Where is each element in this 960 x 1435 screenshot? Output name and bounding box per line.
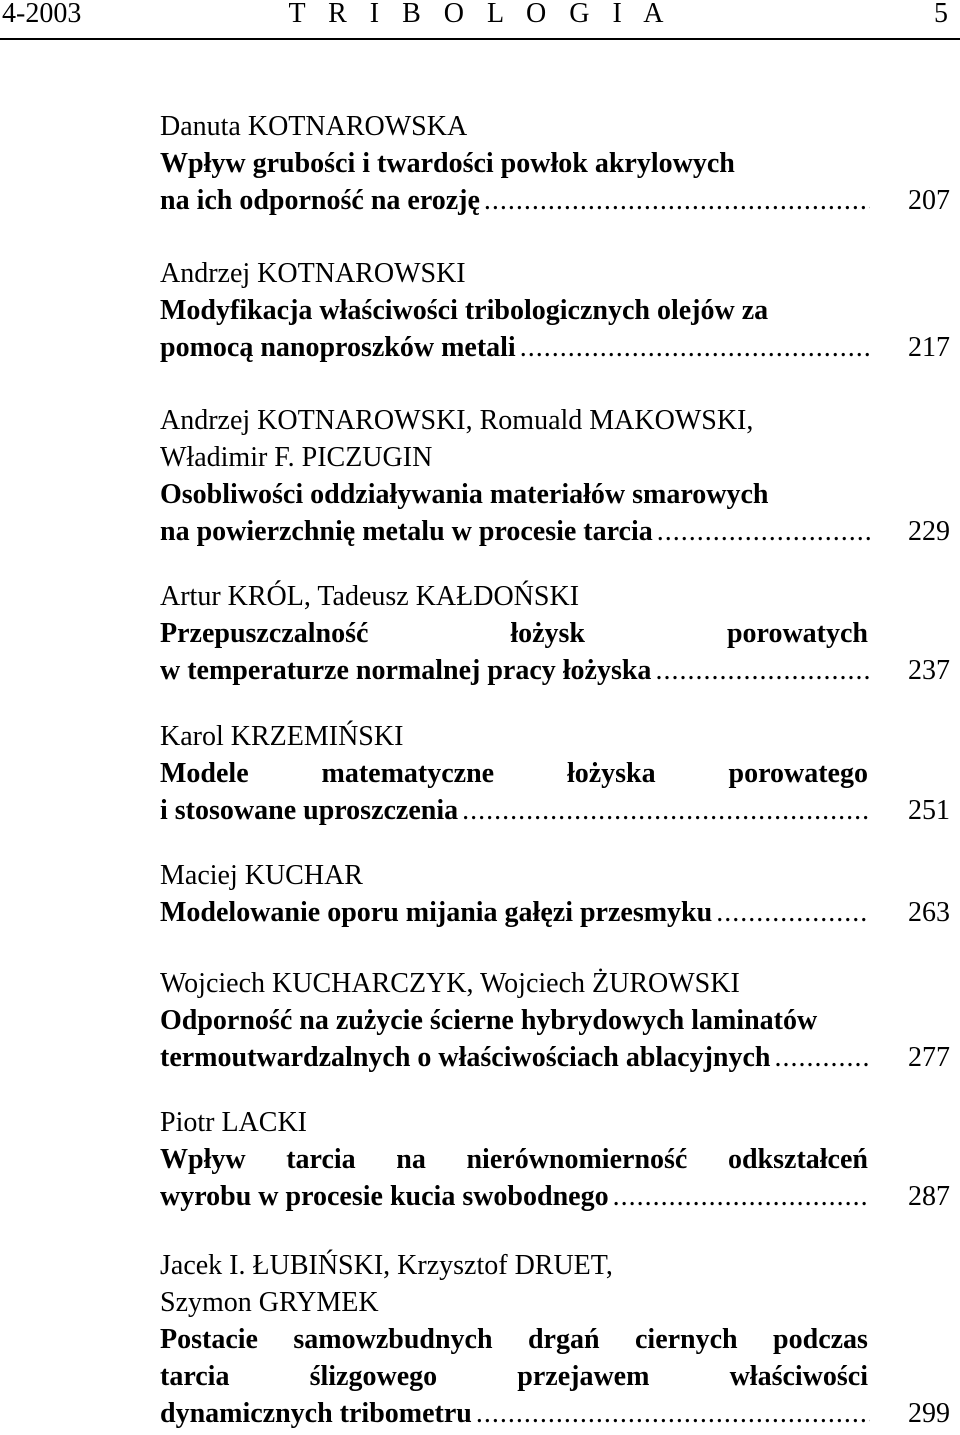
entry-title-line: Modelowanie oporu mijania gałęzi przesmyku — [160, 897, 713, 928]
dot-leader — [520, 329, 870, 366]
entry-final-line — [160, 329, 950, 366]
entry-page-number: 207 — [908, 185, 950, 216]
entry-title-line: w temperaturze normalnej pracy łożyska — [160, 655, 652, 686]
entry-authors: Artur KRÓL, Tadeusz KAŁDOŃSKI — [160, 581, 580, 612]
entry-title-line: na powierzchnię metalu w procesie tarcia — [160, 516, 653, 547]
toc-entry — [160, 255, 950, 366]
entry-title-line: na ich odporność na erozję — [160, 185, 480, 216]
entry-page-number: 287 — [908, 1181, 950, 1212]
entry-title-line: Modyfikacja właściwości tribologicznych olejów za — [160, 295, 769, 326]
entry-authors: Karol KRZEMIŃSKI — [160, 721, 404, 752]
entry-final-line — [160, 1039, 950, 1076]
toc-entry — [160, 1247, 950, 1432]
entry-authors: Piotr LACKI — [160, 1107, 307, 1138]
dot-leader — [657, 513, 870, 550]
entry-page-number: 263 — [908, 897, 950, 928]
page-number: 5 — [934, 0, 948, 29]
entry-authors: Władimir F. PICZUGIN — [160, 442, 433, 473]
entry-page-number: 229 — [908, 516, 950, 547]
entry-final-line — [160, 894, 950, 931]
entry-title-line: termoutwardzalnych o właściwościach ablacyjnych — [160, 1042, 771, 1073]
dot-leader — [462, 792, 870, 829]
toc-entry — [160, 857, 950, 931]
toc-entry — [160, 108, 950, 219]
toc-entry — [160, 965, 950, 1076]
entry-page-number: 277 — [908, 1042, 950, 1073]
entry-title-line: Modele matematyczne łożyska porowatego — [160, 758, 868, 789]
running-header — [0, 0, 960, 40]
issue-number: 4-2003 — [2, 0, 82, 29]
entry-page-number: 299 — [908, 1398, 950, 1429]
entry-title-line: pomocą nanoproszków metali — [160, 332, 516, 363]
toc-entry — [160, 718, 950, 829]
entry-page-number: 251 — [908, 795, 950, 826]
entry-title-line: Wpływ grubości i twardości powłok akrylowych — [160, 148, 735, 179]
dot-leader — [716, 894, 870, 931]
journal-title: T R I B O L O G I A — [288, 0, 672, 29]
dot-leader — [484, 182, 870, 219]
entry-title-line: Postacie samowzbudnych drgań ciernych podczas — [160, 1324, 868, 1355]
toc-entry — [160, 578, 950, 689]
entry-title-line: tarcia ślizgowego przejawem właściwości — [160, 1361, 868, 1392]
entry-authors: Maciej KUCHAR — [160, 860, 363, 891]
entry-page-number: 237 — [908, 655, 950, 686]
entry-title-line: dynamicznych tribometru — [160, 1398, 472, 1429]
dot-leader — [613, 1178, 870, 1215]
toc-entry — [160, 402, 950, 550]
entry-title-line: i stosowane uproszczenia — [160, 795, 459, 826]
entry-authors: Andrzej KOTNAROWSKI — [160, 258, 466, 289]
toc-entry — [160, 1104, 950, 1215]
entry-final-line — [160, 1178, 950, 1215]
entry-final-line — [160, 1395, 950, 1432]
entry-authors: Danuta KOTNAROWSKA — [160, 111, 468, 142]
entry-authors: Szymon GRYMEK — [160, 1287, 379, 1318]
entry-authors: Andrzej KOTNAROWSKI, Romuald MAKOWSKI, — [160, 405, 754, 436]
entry-authors: Wojciech KUCHARCZYK, Wojciech ŻUROWSKI — [160, 968, 740, 999]
entry-final-line — [160, 652, 950, 689]
entry-final-line — [160, 792, 950, 829]
entry-page-number: 217 — [908, 332, 950, 363]
entry-title-line: wyrobu w procesie kucia swobodnego — [160, 1181, 609, 1212]
entry-title-line: Wpływ tarcia na nierównomierność odkształceń — [160, 1144, 868, 1175]
entry-title-line: Odporność na zużycie ścierne hybrydowych laminatów — [160, 1005, 818, 1036]
entry-final-line — [160, 182, 950, 219]
entry-final-line — [160, 513, 950, 550]
dot-leader — [476, 1395, 870, 1432]
dot-leader — [655, 652, 870, 689]
entry-title-line: Osobliwości oddziaływania materiałów smarowych — [160, 479, 769, 510]
entry-authors: Jacek I. ŁUBIŃSKI, Krzysztof DRUET, — [160, 1250, 613, 1281]
dot-leader — [775, 1039, 870, 1076]
entry-title-line: Przepuszczalność łożysk porowatych — [160, 618, 868, 649]
